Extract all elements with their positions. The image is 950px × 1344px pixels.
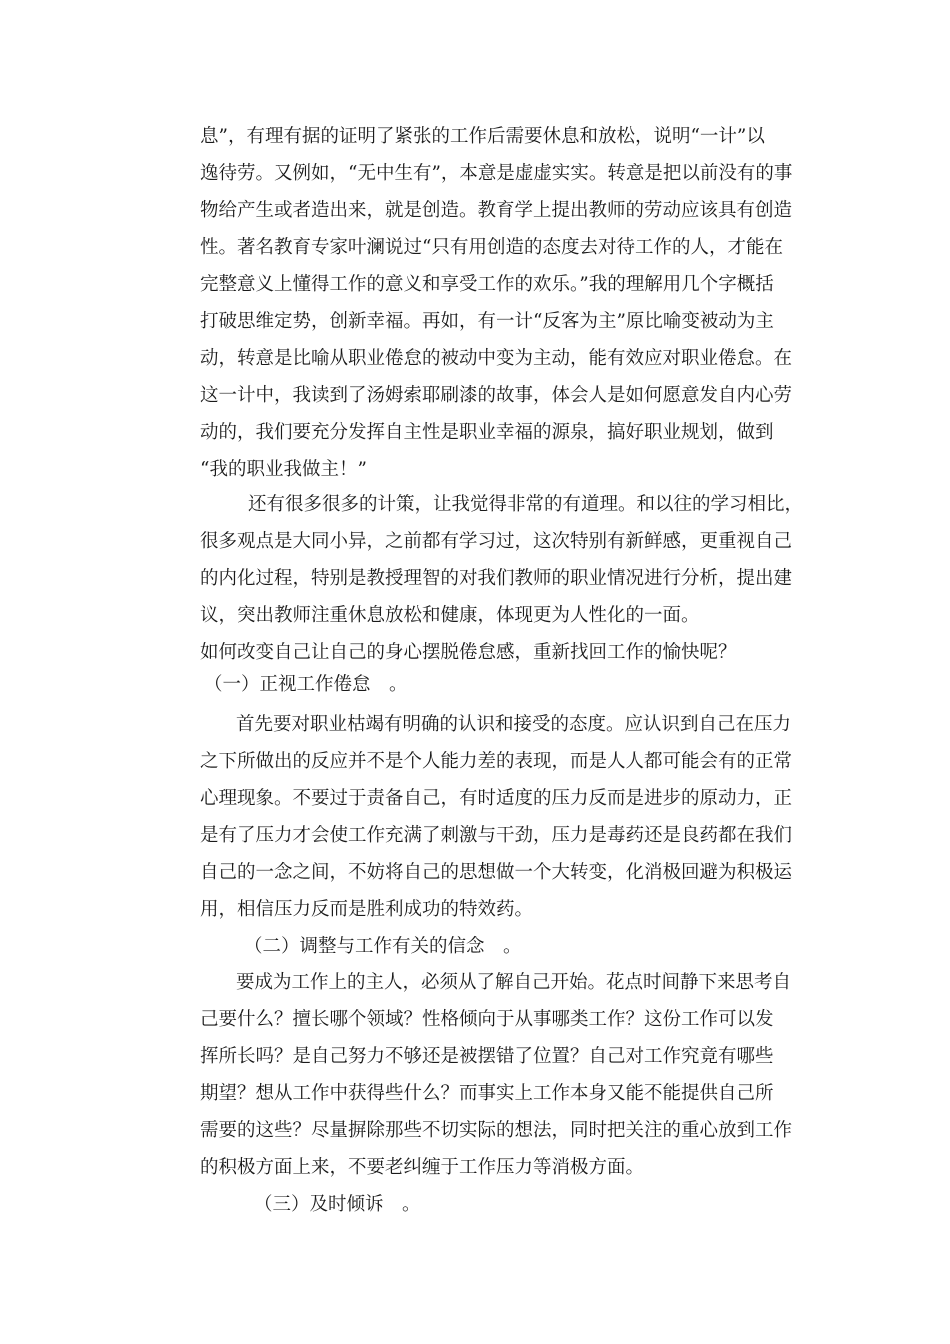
text-line: 的积极方面上来，不要老纠缠于工作压力等消极方面。 <box>200 1157 645 1178</box>
text-line: 动的，我们要充分发挥自主性是职业幸福的源泉，搞好职业规划，做到 <box>200 422 774 443</box>
text-line: 的内化过程，特别是教授理智的对我们教师的职业情况进行分析，提出建 <box>200 568 793 589</box>
text-line: 自己的一念之间，不妨将自己的思想做一个大转变，化消极回避为积极运 <box>200 862 793 883</box>
text-line: 议，突出教师注重休息放松和健康，体现更为人性化的一面。 <box>200 605 700 626</box>
text-line: 完整意义上懂得工作的意义和享受工作的欢乐。”我的理解用几个字概括 <box>200 274 774 295</box>
text-line: 之下所做出的反应并不是个人能力差的表现，而是人人都可能会有的正常 <box>200 751 793 772</box>
text-line: 是有了压力才会使工作充满了刺激与干劲，压力是毒药还是良药都在我们 <box>200 825 793 846</box>
text-line: 需要的这些？尽量摒除那些不切实际的想法，同时把关注的重心放到工作 <box>200 1120 793 1141</box>
text-line: 息”，有理有据的证明了紧张的工作后需要休息和放松，说明“一计”以 <box>200 126 765 147</box>
text-line: 要成为工作上的主人，必须从了解自己开始。花点时间静下来思考自 <box>236 972 792 993</box>
text-line: 打破思维定势，创新幸福。再如，有一计“反客为主”原比喻变被动为主 <box>200 311 774 332</box>
paragraph-block-3 <box>200 706 810 965</box>
text-line: 这一计中，我读到了汤姆索耶刷漆的故事，体会人是如何愿意发自内心劳 <box>200 385 793 406</box>
text-line: 挥所长吗？是自己努力不够还是被摆错了位置？自己对工作究竟有哪些 <box>200 1046 774 1067</box>
text-line: 如何改变自己让自己的身心摆脱倦怠感，重新找回工作的愉快呢？ <box>200 642 737 663</box>
text-line: 心理现象。不要过于责备自己，有时适度的压力反而是进步的原动力，正 <box>200 788 793 809</box>
text-line: 期望？想从工作中获得些什么？而事实上工作本身又能不能提供自己所 <box>200 1083 774 1104</box>
text-line: 己要什么？擅长哪个领域？性格倾向于从事哪类工作？这份工作可以发 <box>200 1009 774 1030</box>
text-line: 用，相信压力反而是胜利成功的特效药。 <box>200 899 534 920</box>
section-heading-3: （三）及时倾诉 。 <box>254 1194 421 1215</box>
text-line: 很多观点是大同小异，之前都有学习过，这次特别有新鲜感，更重视自己 <box>200 531 793 552</box>
paragraph-block-1 <box>200 118 810 488</box>
paragraph-block-4 <box>200 964 810 1223</box>
text-line: 逸待劳。又例如，“无中生有”，本意是虚虚实实。转意是把以前没有的事 <box>200 163 793 184</box>
text-line: 首先要对职业枯竭有明确的认识和接受的态度。应认识到自己在压力 <box>236 714 792 735</box>
text-line: 物给产生或者造出来，就是创造。教育学上提出教师的劳动应该具有创造 <box>200 200 793 221</box>
text-line: 性。著名教育专家叶澜说过“只有用创造的态度去对待工作的人，才能在 <box>200 237 783 258</box>
paragraph-block-2 <box>200 486 810 703</box>
section-heading-2: （二）调整与工作有关的信念 。 <box>244 936 522 957</box>
text-line: “我的职业我做主！” <box>200 459 367 480</box>
section-heading-1: （一）正视工作倦怠 。 <box>204 674 408 695</box>
text-line: 动，转意是比喻从职业倦怠的被动中变为主动，能有效应对职业倦怠。在 <box>200 348 793 369</box>
text-line: 还有很多很多的计策，让我觉得非常的有道理。和以往的学习相比， <box>248 494 804 515</box>
